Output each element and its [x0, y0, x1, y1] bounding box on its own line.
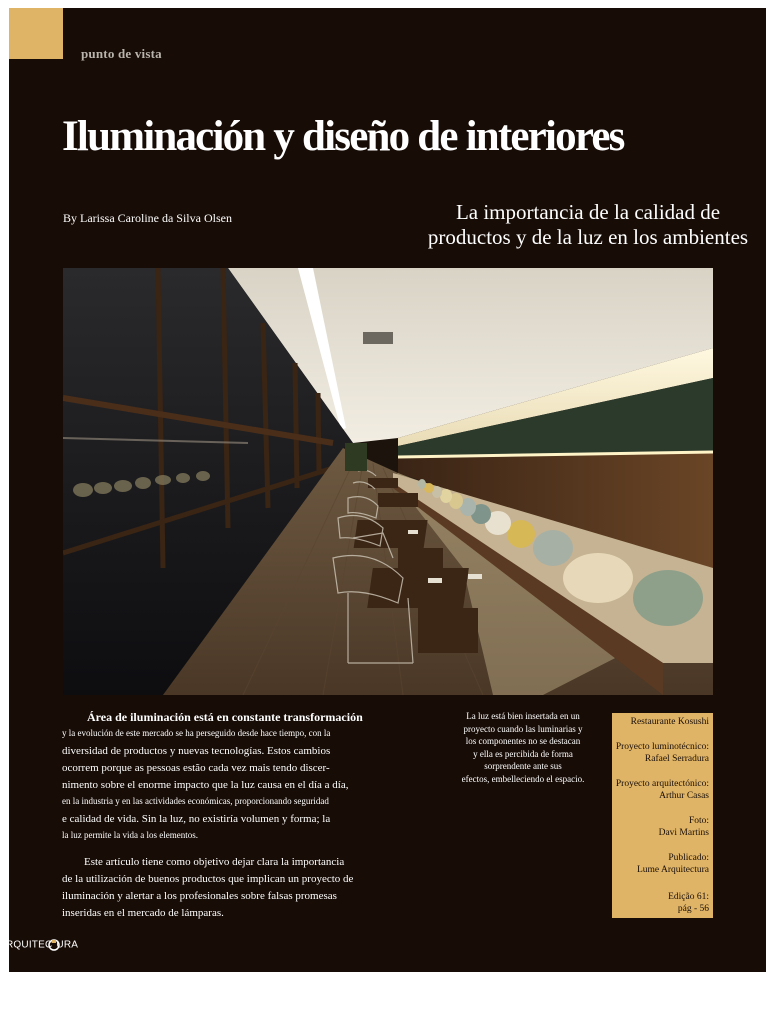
- corner-accent-block: [9, 8, 63, 59]
- caption-line: y ella es percibida de forma: [473, 748, 573, 759]
- credit-lighting-label: Proyecto luminotécnico:: [615, 742, 709, 752]
- credits-box: [612, 713, 713, 918]
- credit-architecture-label: Proyecto arquitectónico:: [615, 779, 709, 789]
- credit-lighting: [616, 741, 709, 765]
- caption-line: los componentes no se destacan: [465, 736, 581, 746]
- caption-line: efectos, embelleciendo el espacio.: [461, 773, 585, 784]
- magazine-logo: [6, 938, 78, 952]
- credit-edition-page: pág - 56: [677, 904, 709, 914]
- article-line: inseridas en el mercado de lámparas.: [62, 907, 224, 919]
- article-line: de la utilización de buenos productos que implican un proyecto de: [62, 873, 354, 885]
- credit-photo: [659, 815, 709, 839]
- caption-line: sorprendente ante sus: [484, 761, 562, 771]
- caption-line: proyecto cuando las luminarias y: [463, 723, 583, 734]
- credit-architecture-name: Arthur Casas: [659, 791, 709, 801]
- caption-line: La luz está bien insertada en un: [466, 711, 580, 721]
- credit-photo-name: Davi Martins: [658, 828, 709, 838]
- credit-restaurant: Restaurante Kosushi: [630, 717, 709, 727]
- article-lead: Área de iluminación está en constante transformación: [87, 710, 363, 724]
- article-line: ocorrem porque as pessoas estão cada vez mais tendo discer-: [62, 762, 330, 774]
- credit-edition-label: Edição 61:: [668, 892, 709, 902]
- credit-lighting-name: Rafael Serradura: [644, 754, 709, 764]
- byline: By Larissa Caroline da Silva Olsen: [63, 211, 232, 225]
- article-line: la luz permite la vida a los elementos.: [62, 830, 198, 840]
- credit-published-name: Lume Arquitectura: [636, 865, 709, 875]
- credit-photo-label: Foto:: [688, 816, 709, 826]
- subtitle-line-1: La importancia de la calidad de: [455, 200, 721, 224]
- article-line: nimento sobre el enorme impacto que la luz causa en el día a día,: [62, 779, 349, 791]
- credit-edition: [668, 891, 709, 915]
- logo-text-right: URA: [56, 939, 79, 951]
- article-line: diversidad de productos y nuevas tecnologías. Estos cambios: [62, 745, 331, 757]
- article-body: [62, 710, 378, 924]
- logo-text-left: RQUITEC: [6, 939, 53, 951]
- section-label: punto de vista: [81, 46, 162, 61]
- article-line: e calidad de vida. Sin la luz, no existiría volumen y forma; la: [62, 813, 331, 825]
- subtitle: [412, 200, 764, 250]
- subtitle-line-2: productos y de la luz en los ambientes: [427, 225, 749, 249]
- page-title: Iluminación y diseño de interiores: [62, 113, 624, 160]
- restaurant-interior-photo: [63, 268, 713, 695]
- article-line: en la industria y en las actividades económicas, proporcionando seguridad: [62, 796, 329, 806]
- article-line: iluminación y alertar a los profesionales sobre falsas promesas: [62, 890, 337, 902]
- article-line: Este artículo tiene como objetivo dejar clara la importancia: [84, 856, 345, 868]
- paragraph-gap: [62, 847, 378, 856]
- photo-caption: [448, 710, 598, 785]
- credit-published: [637, 852, 709, 876]
- credit-published-label: Publicado:: [668, 853, 709, 863]
- article-line: y la evolución de este mercado se ha perseguido desde hace tiempo, con la: [62, 728, 331, 738]
- credit-architecture: [616, 778, 709, 802]
